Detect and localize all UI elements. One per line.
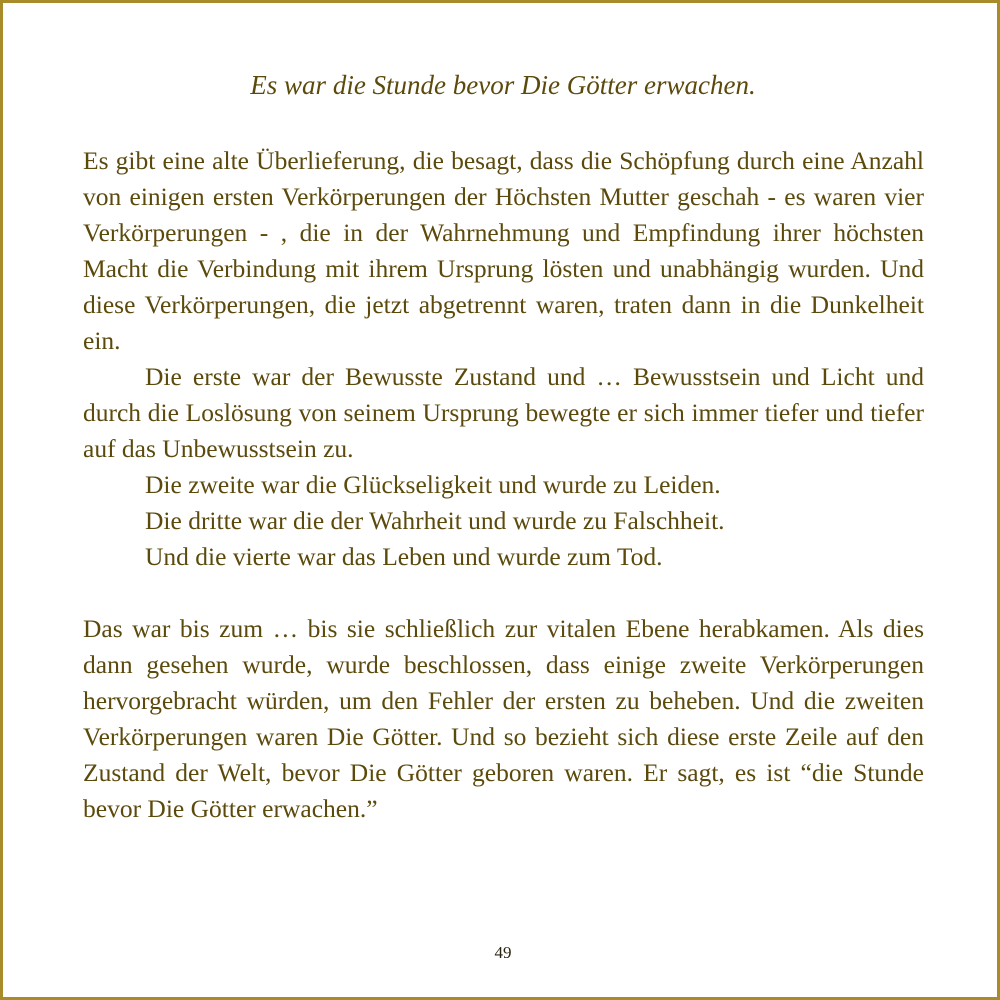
paragraph-4: Die dritte war die der Wahrheit und wurde zu Falschheit.: [145, 506, 725, 535]
page-title: Es war die Stunde bevor Die Götter erwachen.: [250, 70, 756, 100]
paragraph-1: Es gibt eine alte Überlieferung, die besagt, dass die Schöpfung durch eine Anzahl von einigen ersten Verkörperungen der Höchsten Mutter geschah - es waren vier Verkörperungen - , die in der Wahrnehmung und Empfindung ihrer höchsten Macht die Verbindung mit ihrem Ursprung lösten und unabhängig wurden. Und diese Verkörperungen, die jetzt abgetrennt waren, traten dann in die Dunkelheit ein.: [83, 146, 924, 355]
paragraph-6: Das war bis zum … bis sie schließlich zur vitalen Ebene herabkamen. Als dies dann gesehen wurde, wurde beschlossen, dass einige zweite Verkörperungen hervorgebracht würden, um den Fehler der ersten zu beheben. Und die zweiten Verkörperungen waren Die Götter. Und so bezieht sich diese erste Zeile auf den Zustand der Welt, bevor Die Götter geboren waren. Er sagt, es ist “die Stunde bevor Die Götter erwachen.”: [83, 614, 924, 823]
paragraph-5: Und die vierte war das Leben und wurde zum Tod.: [145, 542, 663, 571]
body-text: [83, 143, 924, 827]
page-number: 49: [494, 943, 512, 962]
paragraph-2: Die erste war der Bewusste Zustand und … Bewusstsein und Licht und durch die Loslösung von seinem Ursprung bewegte er sich immer tiefer und tiefer auf das Unbewusstsein zu.: [83, 362, 924, 463]
paragraph-3: Die zweite war die Glückseligkeit und wurde zu Leiden.: [145, 470, 721, 499]
